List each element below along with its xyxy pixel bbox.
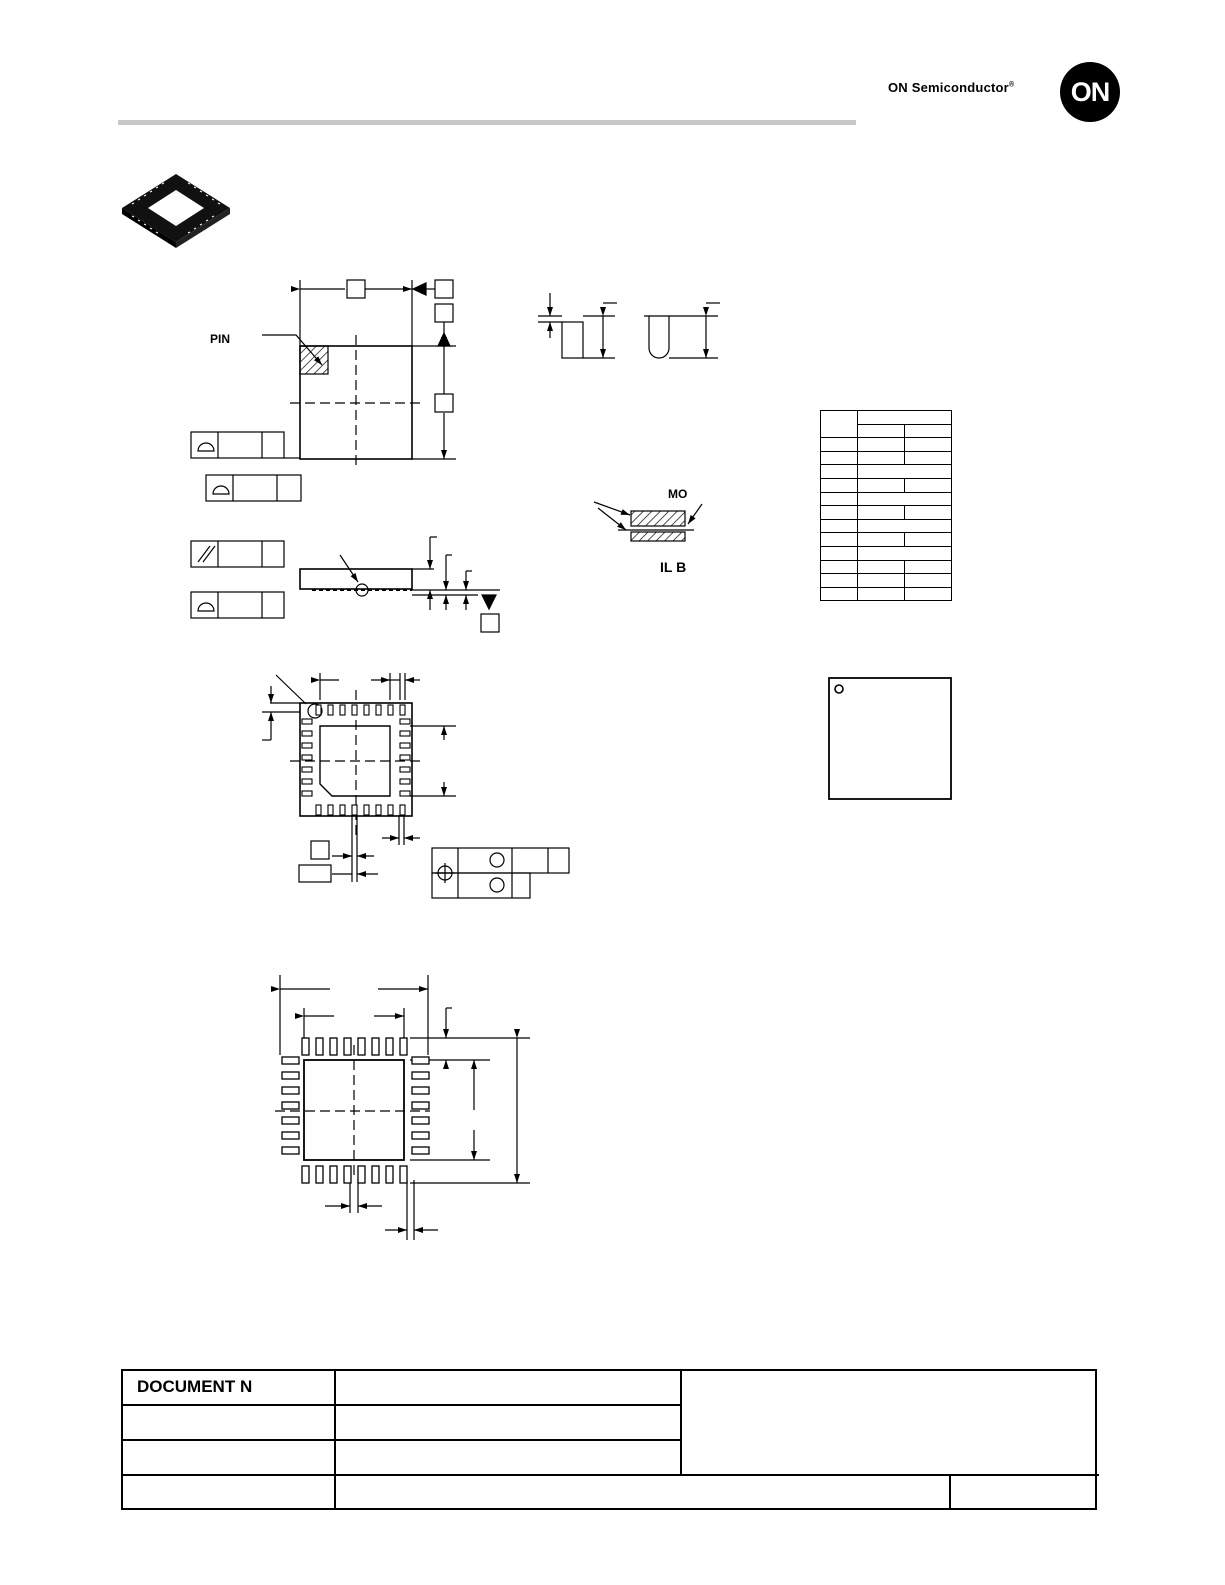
document-number-cell [123,1371,336,1406]
brand-name: ON Semiconductor® [888,80,1015,95]
description-label-cell [123,1404,336,1441]
page-number-cell [949,1476,1095,1508]
document-number-label: DOCUMENT N [137,1377,253,1396]
status-value-cell [334,1439,682,1476]
mold-compound-label: MO [668,487,688,501]
document-number-value-cell [334,1371,682,1406]
dimensions-table [820,410,952,601]
description-value-cell [334,1404,682,1441]
title-block [121,1369,1097,1510]
on-semiconductor-logo: ON [1060,62,1120,122]
detail-b-label: IL B [660,559,687,575]
footer-description-cell [334,1476,951,1508]
pin-one-label: PIN [210,332,231,346]
footer-label-cell [123,1476,336,1508]
status-label-cell [123,1439,336,1476]
